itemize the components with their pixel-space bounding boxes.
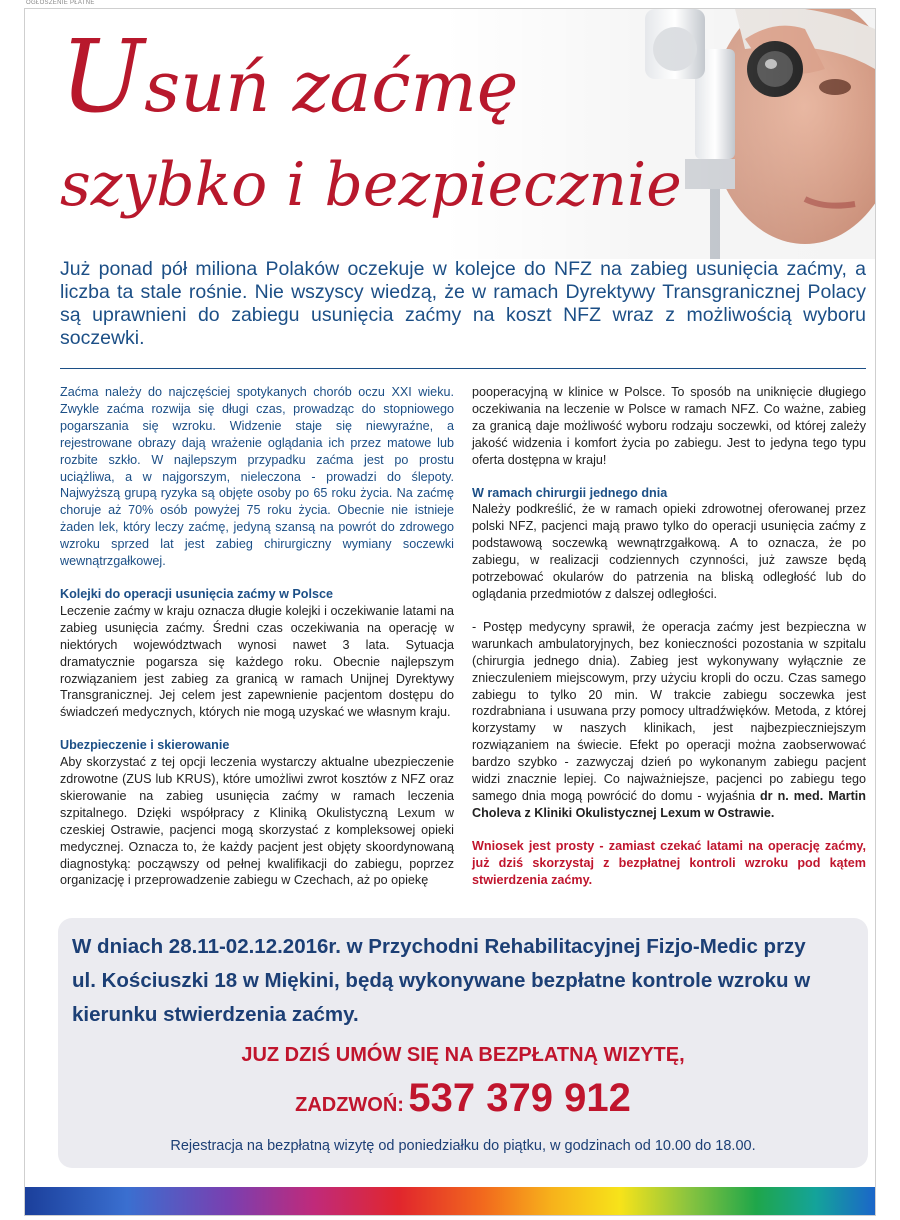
- headline-line-1: [60, 18, 518, 135]
- right-column: [472, 384, 866, 904]
- cta-headline: JUZ DZIŚ UMÓW SIĘ NA BEZPŁATNĄ WIZYTĘ,: [241, 1044, 685, 1066]
- quote-paragraph: [472, 619, 866, 822]
- headline-line-1-rest: suń zaćmę: [144, 46, 519, 128]
- quote-text: - Postęp medycyny sprawił, że operacja zaćmy jest bezpieczna w warunkach ambulatoryjnych, bez konieczności pozostania w szpitalu (chirurgia jednego dnia). Zabieg jest wykonywany wyłącznie ze znieczuleniem miejscowym, przy użyciu kropli do oczu. Czas samego zabiegu to tylko 20 min. W trakcie zabiegu soczewka jest rozdrabniana i usuwana przy pomocy ultradźwięków. Metoda, z której korzystamy w naszych klinikach, jest najbezpieczniejszym rozwiązaniem na świecie. Efekt po operacji można zaobserwować bardzo szybko - zazwyczaj dzień po wykonanym zabiegu pacjent widzi znacznie lepiej. Co najważniejsze, pacjenci po zabiegu tego samego dnia mogą powrócić do domu - wyjaśnia: [472, 619, 866, 803]
- section-text-one-day-surgery: Należy podkreślić, że w ramach opieki zdrowotnej oferowanej przez polski NFZ, pacjenci mają prawo tylko do operacji usunięcia zaćmy z podstawową soczewką wewnątrzgałkową. A to oznacza, że po zabiegu, w realizacji codziennych czynności, już zawsze będą potrzebować okularów do patrzenia na bliską odległość lub do oglądania przedmiotów z dalszej odległości.: [472, 502, 866, 601]
- call-label: ZADZWOŃ:: [295, 1094, 404, 1116]
- intro-paragraph: Zaćma należy do najczęściej spotykanych chorób oczu XXI wieku. Zwykle zaćma rozwija się długi czas, prowadząc do stopniowego pogarszania się wzroku. Widzenie staje się niewyraźne, a rejestrowane obrazy dają wrażenie oglądania ich przez matowe lub rozbite szkło. W najlepszym przypadku zaćma jest po prostu uciążliwa, a w najgorszym, nieleczona - prowadzi do ślepoty. Najwyższą grupą ryzyka są objęte osoby po 65 roku życia. Na zaćmę choruje aż 70% osób powyżej 75 roku życia. Obecnie nie istnieje żaden lek, który leczy zaćmę, jedyną szansą na powrót do zdrowego wzroku sprzed lat jest zabieg chirurgiczny wymiany soczewki wewnątrzgałkowej.: [60, 385, 454, 569]
- headline-initial: U: [60, 18, 145, 135]
- event-info: W dniach 28.11-02.12.2016r. w Przychodni Rehabilitacyjnej Fizjo-Medic przy ul. Kościuszki 18 w Miękini, będą wykonywane bezpłatne kontrole wzroku w kierunku stwierdzenia zaćmy.: [72, 935, 811, 1026]
- section-heading-one-day-surgery: W ramach chirurgii jednego dnia: [472, 485, 668, 500]
- cta-phone-line: [58, 1076, 868, 1121]
- lead-paragraph: Już ponad pół miliona Polaków oczekuje w kolejce do NFZ na zabieg usunięcia zaćmy, a liczba ta stale rośnie. Nie wszyscy wiedzą, że w ramach Dyrektywy Transgranicznej Polacy są uprawnieni do zabiegu usunięcia zaćmy na koszt NFZ wraz z możliwością wyboru soczewki.: [60, 258, 866, 349]
- quote-author: dr n. med. Martin Choleva z Kliniki Okulistycznej Lexum w Ostrawie.: [472, 788, 867, 820]
- left-column: [60, 384, 454, 905]
- divider: [60, 368, 866, 369]
- continuation-paragraph: pooperacyjną w klinice w Polsce. To sposób na uniknięcie długiego oczekiwania na leczenie w Polsce w ramach NFZ. Co ważne, zabieg za granicą daje możliwość wyboru rodzaju soczewki, od której zależy jakość widzenia i komfort życia po zabiegu. Jest to jedyna tego typu oferta dostępna w kraju!: [472, 385, 866, 467]
- section-heading-queues: Kolejki do operacji usunięcia zaćmy w Polsce: [60, 586, 333, 601]
- headline-line-2: szybko i bezpiecznie: [60, 150, 682, 220]
- section-heading-insurance: Ubezpieczenie i skierowanie: [60, 738, 230, 753]
- registration-hours: Rejestracja na bezpłatną wizytę od poniedziałku do piątku, w godzinach od 10.00 do 18.00.: [170, 1138, 756, 1154]
- conclusion-paragraph: Wniosek jest prosty - zamiast czekać latami na operację zaćmy, już dziś skorzystaj z bezpłatnej kontroli wzroku pod kątem stwierdzenia zaćmy.: [472, 838, 866, 887]
- section-text-queues: Leczenie zaćmy w kraju oznacza długie kolejki i oczekiwanie latami na zabieg usunięcia zaćmy. Średni czas oczekiwania na operację w niektórych województwach wynosi nawet 3 lata. Sytuacja dramatycznie pogarsza się każdego roku. Obecnie najlepszym rozwiązaniem jest zabieg za granicą w ramach Unijnej Dyrektywy Transgranicznej. Jej celem jest zapewnienie pacjentom dostępu do świadczeń medycznych, których nie mogą uzyskać we własnym kraju.: [60, 603, 454, 720]
- section-text-insurance: Aby skorzystać z tej opcji leczenia wystarczy aktualne ubezpieczenie zdrowotne (ZUS lub KRUS), które umożliwi zwrot kosztów z NFZ oraz skierowanie na zabieg usunięcia zaćmy w ramach leczenia szpitalnego. Dzięki współpracy z Kliniką Okulistyczną Lexum w czeskiej Ostrawie, pacjenci mogą skorzystać z kompleksowej opieki medycznej. Oznacza to, że każdy pacjent jest objęty skoordynowaną diagnostyką: począwszy od pełnej kwalifikacji do zabiegu, poprzez organizację i przeprowadzenie zabiegu w Czechach, aż po opiekę: [60, 755, 454, 888]
- advertisement-tag: OGŁOSZENIE PŁATNE: [26, 0, 95, 6]
- rainbow-bar: [25, 1187, 875, 1215]
- phone-number[interactable]: 537 379 912: [408, 1076, 631, 1120]
